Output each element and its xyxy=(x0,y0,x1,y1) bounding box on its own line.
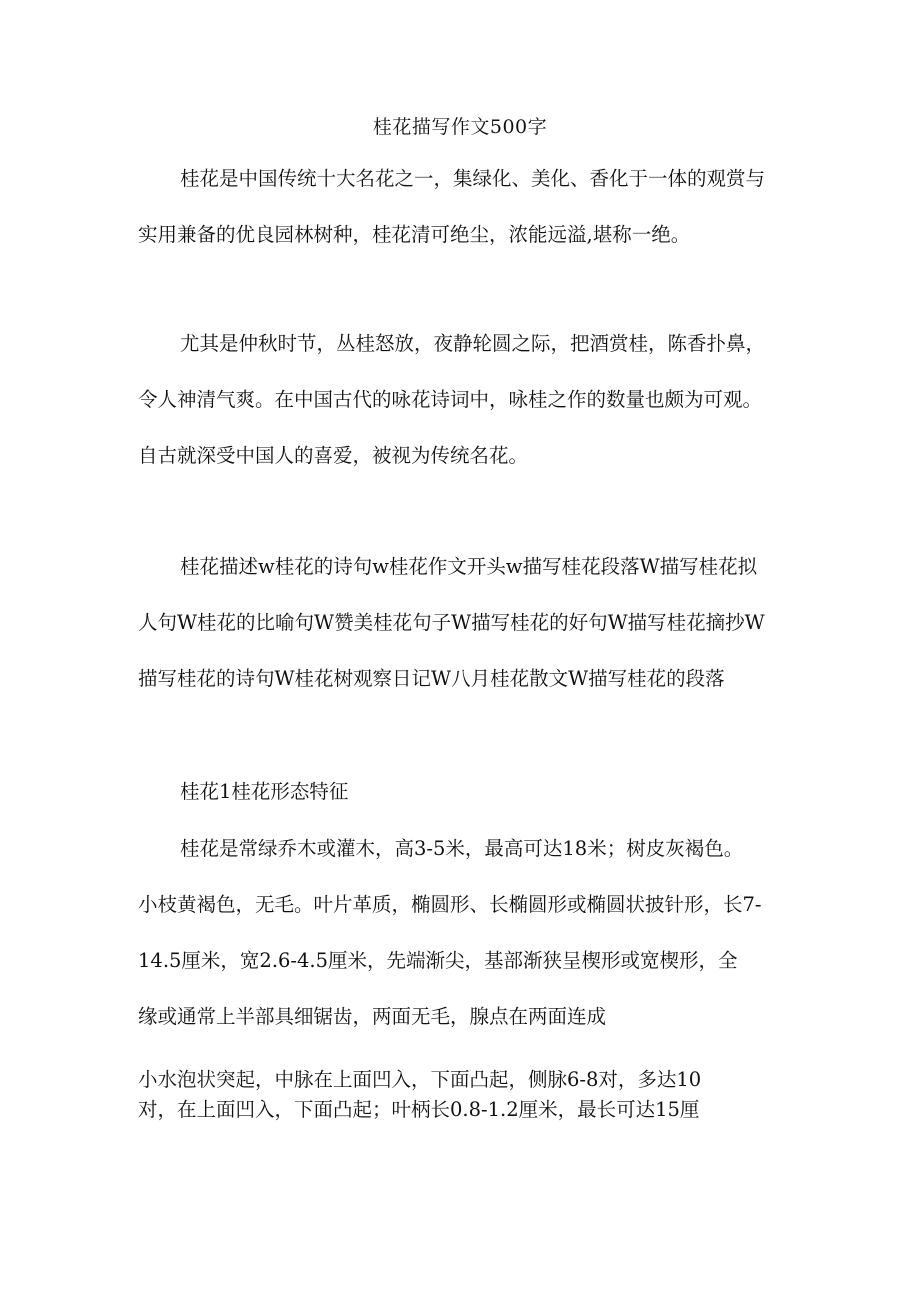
paragraph-1-line-1: 桂花是中国传统十大名花之一，集绿化、美化、香化于一体的观赏与 xyxy=(180,167,766,190)
paragraph-4-line-4: 缘或通常上半部具细锯齿，两面无毛，腺点在两面连成 xyxy=(138,1005,607,1028)
paragraph-4-line-3: 14.5厘米，宽2.6-4.5厘米，先端渐尖，基部渐狭呈楔形或宽楔形，全 xyxy=(138,949,738,972)
paragraph-5-line-1: 小水泡状突起，中脉在上面凹入，下面凸起，侧脉6-8对，多达10 xyxy=(138,1068,702,1091)
paragraph-2-line-1: 尤其是仲秋时节，丛桂怒放，夜静轮圆之际，把酒赏桂，陈香扑鼻， xyxy=(180,332,766,355)
paragraph-3-line-2: 人句W桂花的比喻句W赞美桂花句子W描写桂花的好句W描写桂花摘抄W xyxy=(138,611,765,634)
paragraph-3-line-3: 描写桂花的诗句W桂花树观察日记W八月桂花散文W描写桂花的段落 xyxy=(138,667,725,690)
paragraph-2-line-2: 令人神清气爽。在中国古代的咏花诗词中，咏桂之作的数量也颇为可观。 xyxy=(138,388,763,411)
paragraph-2-line-3: 自古就深受中国人的喜爱，被视为传统名花。 xyxy=(138,444,529,467)
paragraph-4-line-2: 小枝黄褐色，无毛。叶片革质，椭圆形、长椭圆形或椭圆状披针形，长7- xyxy=(138,893,762,916)
paragraph-3-line-1: 桂花描述w桂花的诗句w桂花作文开头w描写桂花段落W描写桂花拟 xyxy=(180,555,758,578)
section-heading: 桂花1桂花形态特征 xyxy=(180,780,349,803)
paragraph-1-line-2: 实用兼备的优良园林树种，桂花清可绝尘，浓能远溢,堪称一绝。 xyxy=(138,223,691,246)
paragraph-4-line-1: 桂花是常绿乔木或灌木，高3-5米，最高可达18米；树皮灰褐色。 xyxy=(180,837,744,860)
document-title: 桂花描写作文500字 xyxy=(372,116,548,138)
paragraph-5-line-2: 对，在上面凹入，下面凸起；叶柄长0.8-1.2厘米，最长可达15厘 xyxy=(138,1098,700,1121)
